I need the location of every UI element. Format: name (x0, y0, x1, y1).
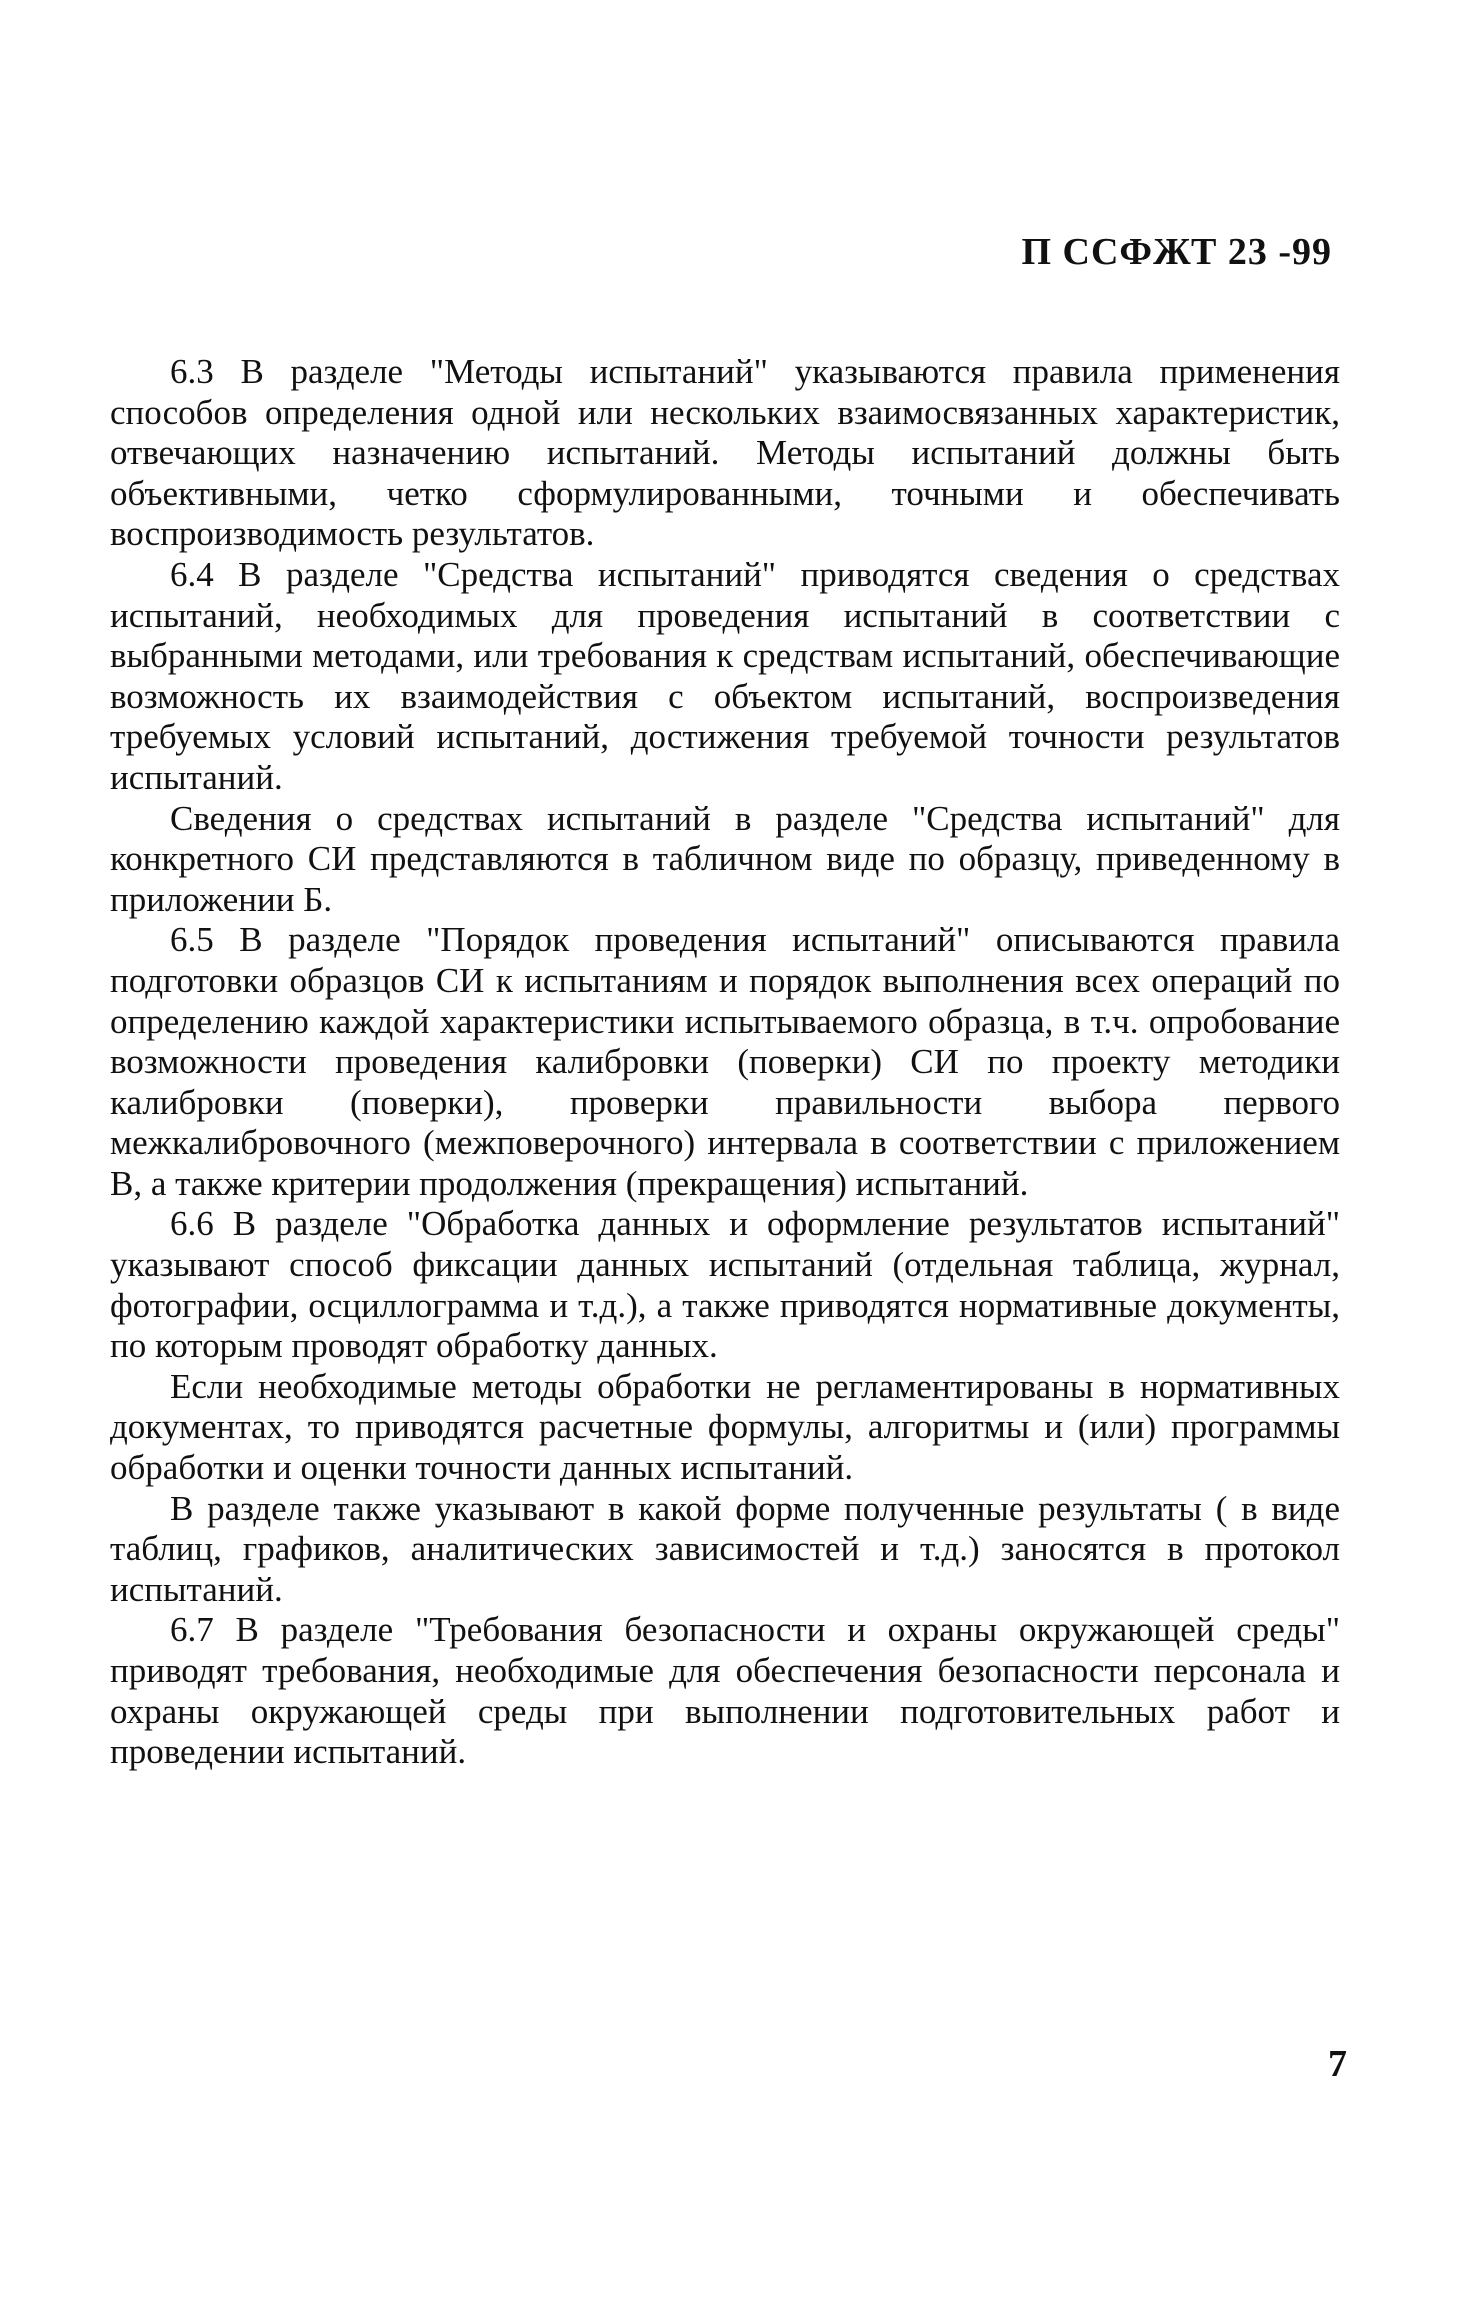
paragraph-6-5: 6.5 В разделе "Порядок проведения испытаний" описываются правила подготовки образцов СИ к испытаниям и порядок выполнения всех операций по определению каждой характеристики испытываемого образца, в т.ч. опробование возможности проведения калибровки (поверки) СИ по проекту методики калибровки (поверки), проверки правильности выбора первого межкалибровочного (межповерочного) интервала в соответствии с приложением В, а также критерии продолжения (прекращения) испытаний. (110, 920, 1340, 1203)
paragraph-6-6: 6.6 В разделе "Обработка данных и оформление результатов испытаний" указывают способ фиксации данных испытаний (отдельная таблица, журнал, фотографии, осциллограмма и т.д.), а также приводятся нормативные документы, по которым проводят обработку данных. (110, 1204, 1340, 1366)
paragraph-6-7: 6.7 В разделе "Требования безопасности и охраны окружающей среды" приводят требования, необходимые для обеспечения безопасности персонала и охраны окружающей среды при выполнении подготовительных работ и проведении испытаний. (110, 1610, 1340, 1772)
page-number: 7 (1328, 2043, 1347, 2085)
paragraph-6-3: 6.3 В разделе "Методы испытаний" указываются правила применения способов определения одной или нескольких взаимосвязанных характеристик, отвечающих назначению испытаний. Методы испытаний должны быть объективными, четко сформулированными, точными и обеспечивать воспроизводимость результатов. (110, 352, 1340, 554)
paragraph-6-4-details: Сведения о средствах испытаний в разделе "Средства испытаний" для конкретного СИ представляются в табличном виде по образцу, приведенному в приложении Б. (110, 798, 1340, 919)
paragraph-6-6-results: В разделе также указывают в какой форме полученные результаты ( в виде таблиц, графиков, аналитических зависимостей и т.д.) заносятся в протокол испытаний. (110, 1488, 1340, 1609)
body-text (110, 352, 1340, 1773)
paragraph-6-4: 6.4 В разделе "Средства испытаний" приводятся сведения о средствах испытаний, необходимых для проведения испытаний в соответствии с выбранными методами, или требования к средствам испытаний, обеспечивающие возможность их взаимодействия с объектом испытаний, воспроизведения требуемых условий испытаний, достижения требуемой точности результатов испытаний. (110, 554, 1340, 797)
paragraph-6-6-methods: Если необходимые методы обработки не регламентированы в нормативных документах, то приводятся расчетные формулы, алгоритмы и (или) программы обработки и оценки точности данных испытаний. (110, 1366, 1340, 1488)
document-code-header: П ССФЖТ 23 -99 (1021, 231, 1332, 273)
